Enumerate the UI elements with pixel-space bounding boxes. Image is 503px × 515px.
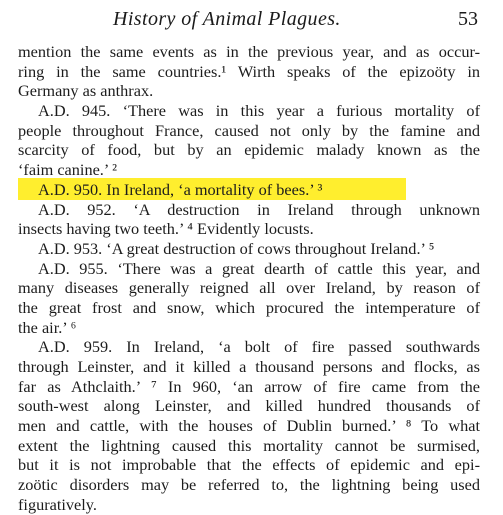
text-line: many diseases generally reigned all over Ireland, by reason of [18,278,480,298]
running-head [18,8,488,34]
text-line: figuratively. [18,494,97,514]
page-header-title: History of Animal Plagues. [113,8,341,30]
text-line: the great frost and snow, which procured the intemperature of [18,297,480,317]
text-line: zoötic disorders may be referred to, the lightning being used [18,475,480,495]
text-line: far as Athclaith.’ ⁷ In 960, ‘an arrow of fire came from the [18,376,480,396]
text-line: Germany as anthrax. [18,81,154,101]
text-line: people throughout France, caused not only by the famine and [18,120,480,140]
entry-952-line: A.D. 952. ‘A destruction in Ireland through unknown [38,199,480,219]
entry-953-line: A.D. 953. ‘A great destruction of cows throughout Ireland.’ ⁵ [38,238,435,258]
body-text [18,42,480,515]
text-line: extent the lightning caused this mortality cannot be surmised, [18,435,480,455]
text-line: ring in the same countries.¹ Wirth speaks of the epizoöty in [18,61,480,81]
entry-945-line: A.D. 945. ‘There was in this year a furious mortality of [38,101,480,121]
text-line: ‘faim canine.’ ² [18,160,118,180]
text-line: through Leinster, and it killed a thousand persons and flocks, as [18,357,480,376]
text-line: men and cattle, with the houses of Dublin burned.’ ⁸ To what [18,416,480,436]
text-line: the air.’ ⁶ [18,317,77,337]
text-line: insects having two teeth.’ ⁴ Evidently locusts. [18,219,314,239]
text-line: scarcity of food, but by an epidemic malady known as the [18,140,480,160]
entry-959-line: A.D. 959. In Ireland, ‘a bolt of fire passed southwards [38,337,480,357]
text-line: south-west along Leinster, and killed hundred thousands of [18,396,480,416]
page-number: 53 [458,8,478,30]
text-line: mention the same events as in the previous year, and as occur- [18,42,480,61]
highlighted-entry-950: A.D. 950. In Ireland, ‘a mortality of bees.’ ³ [18,180,480,200]
entry-955-line: A.D. 955. ‘There was a great dearth of cattle this year, and [38,258,480,278]
text-line: but it is not improbable that the effects of epidemic and epi- [18,455,480,475]
